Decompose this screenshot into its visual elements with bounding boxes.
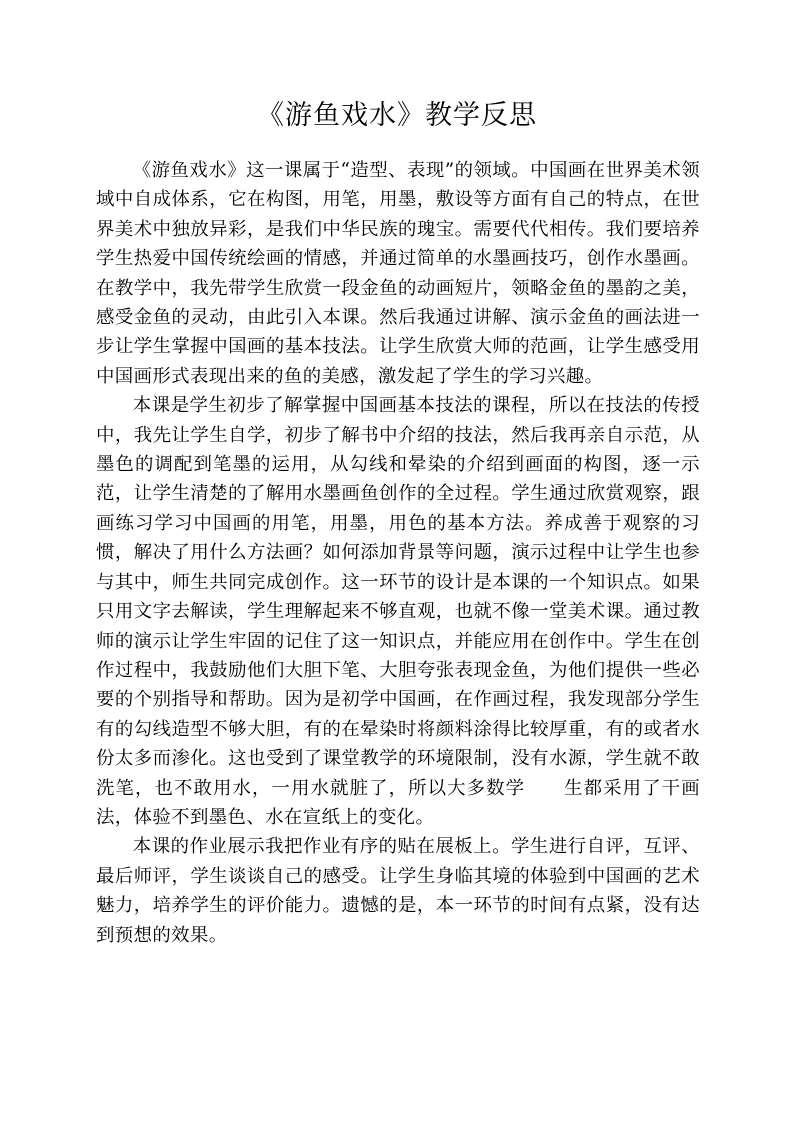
paragraph-3: 本课的作业展示我把作业有序的贴在展板上。学生进行自评，互评、最后师评，学生谈谈自己的感受。让学生身临其境的体验到中国画的艺术魅力，培养学生的评价能力。遗憾的是，本一环节的时间有点紧，没有达到预想的效果。 [96,836,700,946]
document-title: 《游鱼戏水》教学反思 [257,100,537,131]
document-body [96,156,700,950]
paragraph-1: 《游鱼戏水》这一课属于“造型、表现”的领域。中国画在世界美术领域中自成体系，它在构图，用笔，用墨，敷设等方面有自己的特点，在世界美术中独放异彩，是我们中华民族的瑰宝。需要代代相传。我们要培养学生热爱中国传统绘画的情感，并通过简单的水墨画技巧，创作水墨画。在教学中，我先带学生欣赏一段金鱼的动画短片，领略金鱼的墨韵之美，感受金鱼的灵动，由此引入本课。然后我通过讲解、演示金鱼的画法进一步让学生掌握中国画的基本技法。让学生欣赏大师的范画，让学生感受用中国画形式表现出来的鱼的美感，激发起了学生的学习兴趣。 [96,160,700,387]
paragraph-2: 本课是学生初步了解掌握中国画基本技法的课程，所以在技法的传授中，我先让学生自学，初步了解书中介绍的技法，然后我再亲自示范，从墨色的调配到笔墨的运用，从勾线和晕染的介绍到画面的构图，逐一示范，让学生清楚的了解用水墨画鱼创作的全过程。学生通过欣赏观察，跟画练习学习中国画的用笔，用墨，用色的基本方法。养成善于观察的习惯，解决了用什么方法画？如何添加背景等问题，演示过程中让学生也参与其中，师生共同完成创作。这一环节的设计是本课的一个知识点。如果只用文字去解读，学生理解起来不够直观，也就不像一堂美术课。通过教师的演示让学生牢固的记住了这一知识点，并能应用在创作中。学生在创作过程中，我鼓励他们大胆下笔、大胆夸张表现金鱼，为他们提供一些必要的个别指导和帮助。因为是初学中国画，在作画过程，我发现部分学生有的勾线造型不够大胆，有的在晕染时将颜料涂得比较厚重，有的或者水份太多而渗化。这也受到了课堂教学的环境限制，没有水源，学生就不敢洗笔，也不敢用水，一用水就脏了，所以大多数学 生都采用了干画法，体验不到墨色、水在宣纸上的变化。 [96,395,700,828]
